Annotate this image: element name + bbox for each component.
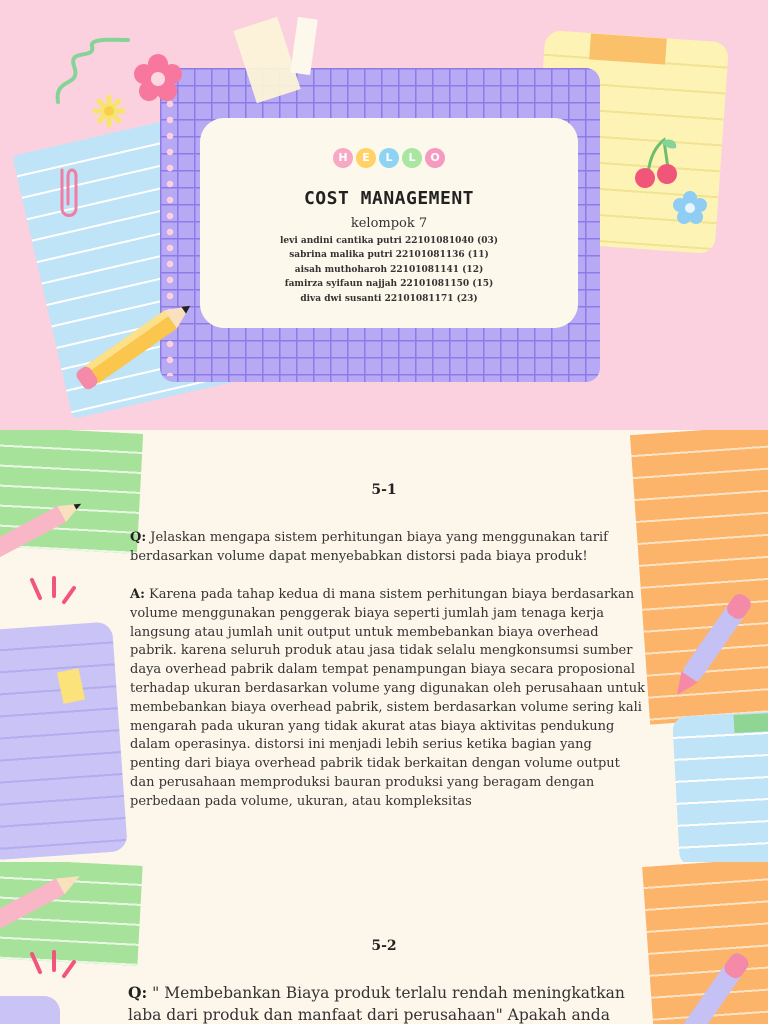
question-text	[128, 982, 648, 1024]
group-name: kelompok 7	[350, 216, 428, 231]
member-item: sabrina malika putri 22101081136 (11)	[289, 250, 489, 261]
member-item: famirza syifaun najjah 22101081150 (15)	[284, 279, 494, 290]
text-line: " Membebankan Biaya produk terlalu rendah meningkatkan	[152, 984, 625, 1002]
text-line: terhadap ukuran berdasarkan volume yang digunakan oleh perusahaan untuk	[130, 680, 645, 696]
text-line: langsung atau jumlah unit output untuk membebankan biaya overhead	[130, 624, 599, 640]
blue-note-decoration	[672, 711, 768, 862]
text-line	[130, 586, 650, 605]
pen-icon	[670, 942, 766, 1024]
hello-letter: L	[379, 148, 399, 168]
page-title: COST MANAGEMENT	[303, 188, 475, 209]
text-line: dan perusahaan memproduksi bauran produksi yang beragam dengan	[130, 774, 595, 790]
question-label: Q:	[130, 530, 147, 545]
text-line: volume menggunakan penggerak biaya seperti jumlah jam tenaga kerja	[130, 605, 604, 621]
question-text	[130, 529, 650, 567]
member-list	[200, 234, 578, 306]
flower-icon	[132, 52, 184, 104]
hello-letter: E	[356, 148, 376, 168]
hello-letter: L	[402, 148, 422, 168]
text-line: laba dari produk dan manfaat dari perusahaan" Apakah anda	[128, 1006, 610, 1024]
text-line: Karena pada tahap kedua di mana sistem perhitungan biaya berdasarkan	[149, 587, 635, 602]
hello-letter: H	[333, 148, 353, 168]
pencil-icon	[62, 288, 212, 398]
text-line: berdasarkan volume dapat menyebabkan distorsi pada biaya produk!	[130, 548, 588, 564]
lilac-note-decoration	[0, 621, 128, 860]
text-line: perbedaan pada volume, ukuran, atau kompleksitas	[130, 793, 472, 809]
pencil-icon	[0, 862, 104, 932]
text-line: mengarah pada ukuran yang tidak akurat atas biaya aktivitas pendukung	[130, 718, 615, 734]
sparkle-icon	[92, 94, 126, 128]
title-slide	[0, 0, 768, 430]
member-item: diva dwi susanti 22101081171 (23)	[300, 293, 478, 304]
text-line: daya overhead pabrik dalam tempat penampungan biaya secara proposional	[130, 662, 636, 678]
flower-icon	[672, 190, 708, 226]
text-line: pabrik. karena seluruh produk atau jasa tidak selalu mengkonsumsi sumber	[130, 643, 633, 659]
question-slide-5-2	[0, 862, 768, 1024]
answer-label: A:	[130, 587, 145, 602]
tape-decoration	[290, 17, 318, 75]
pen-icon	[664, 580, 760, 710]
paperclip-icon	[52, 164, 82, 220]
text-line	[128, 982, 648, 1004]
text-line: Jelaskan mengapa sistem perhitungan biaya yang menggunakan tarif	[150, 530, 608, 545]
green-tab-decoration	[734, 713, 768, 733]
text-line: penting dari biaya overhead pabrik tidak berkaitan dengan volume output	[130, 756, 620, 772]
question-label: Q:	[128, 983, 148, 1002]
text-line: dalam operasinya. distorsi ini menjadi lebih serius ketika bagian yang	[130, 737, 592, 753]
answer-text	[130, 586, 650, 812]
hello-badge	[200, 148, 578, 168]
lilac-note-decoration	[0, 996, 60, 1024]
title-card	[200, 118, 578, 328]
cherry-icon	[628, 136, 682, 192]
text-line	[130, 529, 650, 548]
question-slide-5-1	[0, 430, 768, 862]
hello-letter: O	[425, 148, 445, 168]
orange-tape-decoration	[589, 33, 667, 64]
question-number: 5-2	[371, 938, 397, 954]
question-number: 5-1	[371, 482, 397, 498]
member-item: levi andini cantika putri 22101081040 (03)	[279, 236, 499, 246]
member-item: aisah muthoharoh 22101081141 (12)	[294, 264, 484, 275]
text-line: membebankan biaya overhead pabrik, sistem berdasarkan volume sering kali	[130, 699, 642, 715]
